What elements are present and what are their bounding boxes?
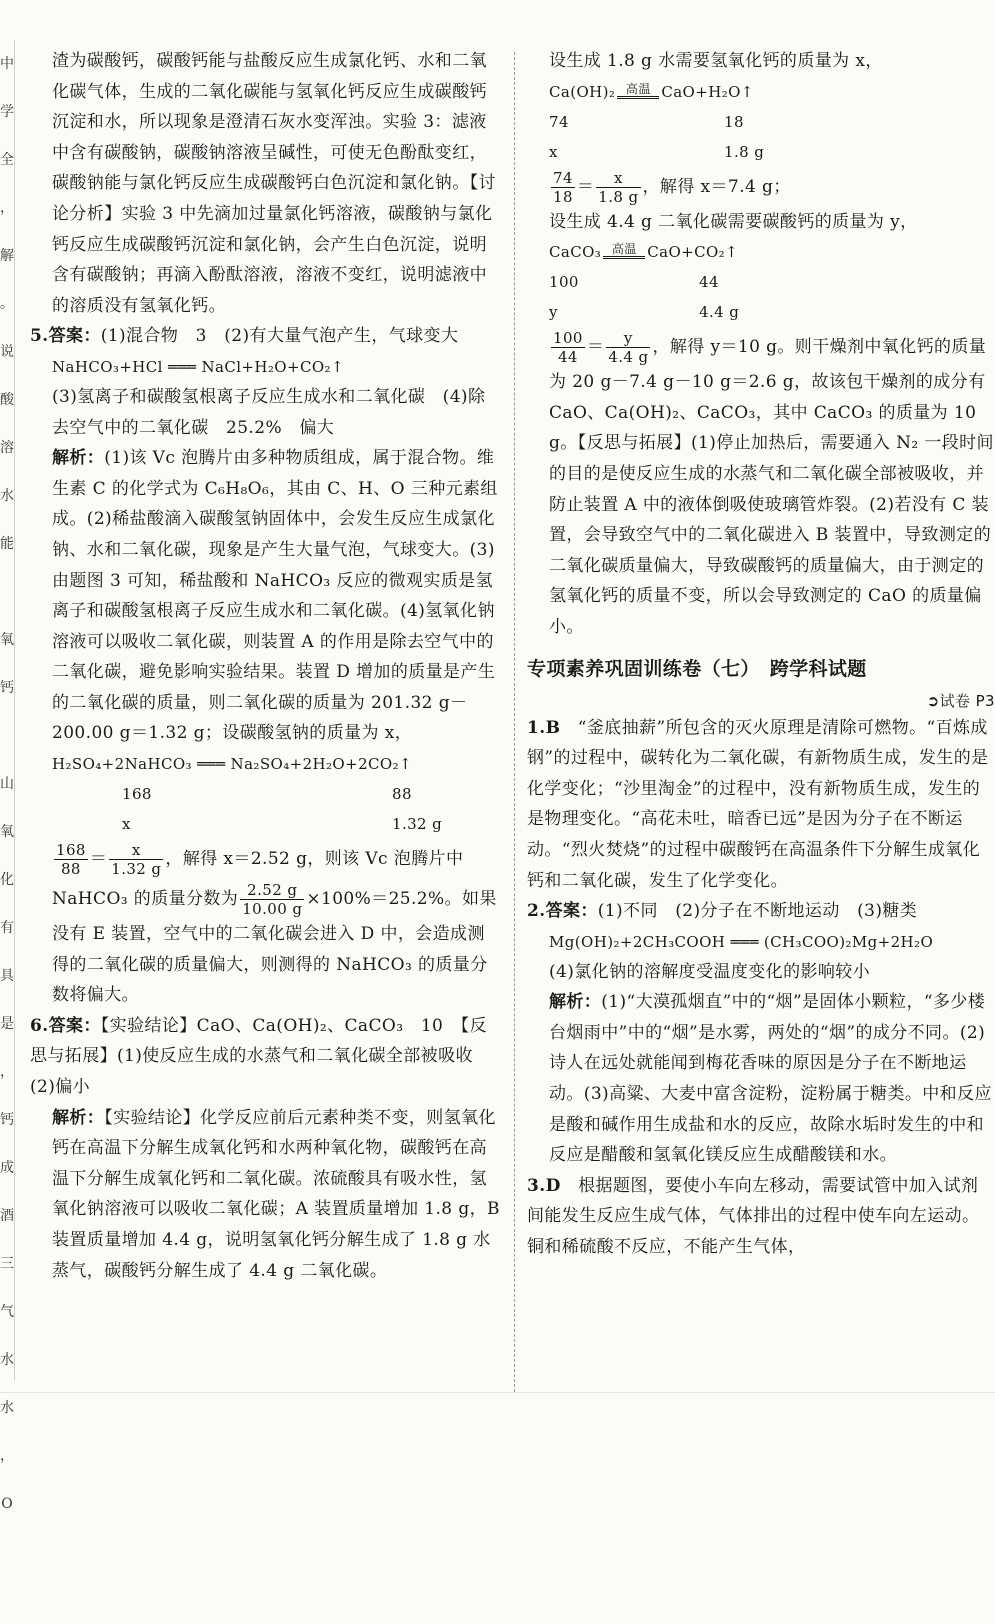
q1-number: 1.: [527, 717, 546, 738]
denominator: 44: [557, 348, 578, 367]
denominator: 18: [553, 187, 573, 206]
fraction: [240, 881, 304, 918]
edge-char: 钙: [0, 680, 14, 696]
ratio-value: 18: [724, 112, 744, 131]
ratio-row-1: [527, 107, 995, 137]
left-column: [30, 46, 502, 1411]
left-edge-strip: [0, 40, 15, 1512]
reactant: CaCO₃: [549, 243, 602, 262]
edge-char: 水: [0, 1400, 14, 1416]
edge-char: 有: [0, 920, 14, 936]
edge-char: [0, 1528, 14, 1576]
ratio-value: y: [549, 303, 558, 322]
fraction: [551, 329, 585, 366]
numerator: 100: [553, 329, 583, 348]
numerator: 168: [56, 841, 86, 860]
condition-text: 高温: [625, 81, 651, 96]
q6-answer-text: 【实验结论】CaO、Ca(OH)₂、CaCO₃ 10 【反思与拓展】(1)使反应生成的水蒸气和二氧化碳全部被吸收 (2)偏小: [30, 1015, 491, 1098]
fraction: [606, 329, 650, 366]
edge-char: O: [1, 1496, 13, 1512]
q6-answer-label: 答案：: [48, 1015, 101, 1036]
products: CaO+CO₂↑: [647, 243, 739, 262]
equals-bar: [617, 96, 659, 103]
edge-char: 成: [0, 1160, 14, 1176]
equals-sign: ＝: [89, 849, 108, 870]
edge-char: 中: [0, 56, 14, 72]
q2-number: 2.: [527, 901, 546, 922]
edge-char: [0, 1576, 14, 1624]
q5-percentage: [30, 879, 502, 919]
ratio-row-3: [527, 267, 995, 297]
q5-number: 5.: [30, 326, 49, 347]
edge-char: 氧: [0, 632, 14, 648]
q6-analysis-text: 【实验结论】化学反应前后元素种类不变，则氢氧化钙在高温下分解生成氧化钙和水两种氧化物，碳酸钙在高温下分解生成氧化钙和二氧化碳。浓硫酸具有吸水性，氢氧化钠溶液可以吸收二氧化碳；A 装置质量增加 1.8 g，B 装置质量增加 4.4 g，说明氢氧化钙分解生成了 1.8 g 水蒸气，碳酸钙分解生成了 4.4 g 二氧化碳。: [52, 1107, 500, 1281]
condition-text: 高温: [611, 242, 637, 257]
edge-char: 三: [0, 1256, 14, 1272]
q5-ratio-row-1: [30, 779, 502, 809]
edge-char: [0, 712, 14, 760]
r-q1: [527, 713, 995, 897]
ratio-row-2: [527, 137, 995, 167]
solve-text: ，解得 x＝7.4 g；: [642, 176, 791, 197]
ratio-value: 74: [549, 112, 569, 131]
q3-answer: D: [545, 1175, 561, 1196]
fraction: [109, 841, 163, 878]
numerator: y: [606, 329, 650, 348]
edge-char: 是: [0, 1016, 14, 1032]
edge-char: 水: [0, 1352, 14, 1368]
q5-equation-2: H₂SO₄+2NaHCO₃ ═══ Na₂SO₄+2H₂O+2CO₂↑: [52, 755, 412, 774]
ratio-row-4: [527, 297, 995, 327]
ratio-value: 168: [122, 785, 152, 804]
heat-condition: [615, 83, 661, 103]
column-divider: [514, 52, 515, 1392]
edge-char: 全: [0, 152, 14, 168]
q5-proportion: [30, 839, 502, 879]
q5-analysis-label: 解析：: [52, 448, 105, 469]
denominator: 1.8 g: [598, 187, 639, 206]
q1-text: “釜底抽薪”所包含的灭火原理是清除可燃物。“百炼成钢”的过程中，碳转化为二氧化碳，有新物质生成，发生的是化学变化；“沙里淘金”的过程中，没有新物质生成，发生的是物理变化。“高花未吐，暗香已远”是因为分子在不断运动。“烈火焚烧”的过程中碳酸钙在高温条件下分解生成氧化钙和二氧化碳，发生了化学变化。: [527, 717, 989, 891]
edge-char: 解: [0, 248, 14, 264]
q2-equation: Mg(OH)₂+2CH₃COOH ═══ (CH₃COO)₂Mg+2H₂O: [549, 932, 934, 951]
q2-analysis-label: 解析：: [549, 992, 602, 1013]
equation-caco3: [527, 237, 995, 267]
edge-char: 化: [0, 872, 14, 888]
q1-answer: B: [545, 717, 561, 738]
r-q2: [527, 896, 995, 927]
fraction: [551, 169, 575, 206]
q5-answer: [30, 321, 502, 352]
q6-analysis: [30, 1103, 502, 1287]
denominator: 4.4 g: [608, 348, 649, 367]
equals-sign: ＝: [576, 176, 595, 197]
section-title: 专项素养巩固训练卷（七） 跨学科试题: [527, 657, 867, 680]
edge-char: 说: [0, 344, 14, 360]
q5-analysis: [30, 443, 502, 749]
edge-char: 溶: [0, 440, 14, 456]
ratio-value: x: [549, 142, 558, 161]
q3-number: 3.: [527, 1175, 546, 1196]
heat-condition: [601, 243, 647, 263]
edge-char: 水: [0, 488, 14, 504]
numerator: 2.52 g: [240, 881, 304, 900]
ratio-value: 1.8 g: [724, 142, 765, 161]
edge-char: 。: [0, 296, 14, 312]
numerator: x: [596, 169, 640, 188]
edge-char: 能: [0, 536, 14, 552]
q5-analysis-text-a: (1)该 Vc 泡腾片由多种物质组成，属于混合物。维生素 C 的化学式为 C₆H₈O₆，其由 C、H、O 三种元素组成。(2)稀盐酸滴入碳酸氢钠固体中，会发生反应生成氯化钠、水和二氧化碳，现象是产生大量气泡，气球变大。(3)由题图 3 可知，稀盐酸和 NaHCO₃ 反应的微观实质是氢离子和碳酸氢根离子反应生成水和二氧化碳。(4)氢氧化钠溶液可以吸收二氧化碳，则装置 A 的作用是除去空气中的二氧化碳，避免影响实验结果。装置 D 增加的质量是产生的二氧化碳的质量，则二氧化碳的质量为 201.32 g－200.00 g＝1.32 g；设碳酸氢钠的质量为 x，: [52, 448, 498, 744]
denominator: 88: [60, 860, 81, 879]
q2-analysis-text: (1)“大漠孤烟直”中的“烟”是固体小颗粒，“多少楼台烟雨中”中的“烟”是水雾，两处的“烟”的成分不同。(2)诗人在远处就能闻到梅花香味的原因是分子在不断地运动。(3)高粱、大麦中富含淀粉，淀粉属于糖类。中和反应是酸和碱作用生成盐和水的反应，故除水垢时发生的中和反应是醋酸和氢氧化镁反应生成醋酸镁和水。: [549, 992, 992, 1166]
equation-caoh2: [527, 77, 995, 107]
edge-char: 酸: [0, 392, 14, 408]
ratio-value: 4.4 g: [699, 303, 740, 322]
fraction: [54, 841, 88, 878]
pct-prefix: NaHCO₃ 的质量分数为: [52, 889, 239, 910]
edge-char: 山: [0, 776, 14, 792]
edge-char: 氧: [0, 824, 14, 840]
edge-char: 学: [0, 104, 14, 120]
q2-answer-label: 答案：: [545, 901, 598, 922]
denominator: 1.32 g: [111, 860, 162, 879]
q5-ratio-row-2: [30, 809, 502, 839]
pct-suffix: ×100%＝25.2%。如果: [306, 889, 497, 910]
q2-answer-2: (4)氯化钠的溶解度受温度变化的影响较小: [549, 961, 871, 982]
edge-char: 酒: [0, 1208, 14, 1224]
q2-analysis: [527, 987, 995, 1171]
page-reference: ➲试卷 P3: [926, 691, 995, 710]
fraction: [596, 169, 640, 206]
q5-answer-label: 答案：: [48, 326, 101, 347]
q5-answer-text-b: (3)氢离子和碳酸氢根离子反应生成水和二氧化碳 (4)除去空气中的二氧化碳 25.2% 偏大: [52, 386, 486, 438]
proportion-2: [527, 327, 995, 367]
calc-setup-2: 设生成 4.4 g 二氧化碳需要碳酸钙的质量为 y，: [549, 211, 918, 232]
denominator: 10.00 g: [242, 900, 303, 919]
q6-number: 6.: [30, 1015, 49, 1036]
q6-answer: [30, 1011, 502, 1103]
solve-text: ，解得 x＝2.52 g，则该 Vc 泡腾片中: [165, 849, 464, 870]
equals-sign: ＝: [586, 337, 605, 358]
proportion-1: [527, 167, 995, 207]
r-q3: [527, 1171, 995, 1263]
ratio-value: 1.32 g: [392, 815, 443, 834]
bottom-rule: [0, 1392, 995, 1393]
edge-char: 气: [0, 1304, 14, 1320]
calc-setup-1: 设生成 1.8 g 水需要氢氧化钙的质量为 x，: [549, 51, 883, 71]
intro-paragraph: 渣为碳酸钙，碳酸钙能与盐酸反应生成氯化钙、水和二氧化碳气体，生成的二氧化碳能与氢氧化钙反应生成碳酸钙沉淀和水，所以现象是澄清石灰水变浑浊。实验 3：滤液中含有碳酸钠，碳酸钠溶液呈碱性，可使无色酚酞变红，碳酸钠能与氯化钙反应生成碳酸钙白色沉淀和氯化钠。【讨论分析】实验 3 中先滴加过量氯化钙溶液，碳酸钠与氯化钙反应生成碳酸钙沉淀和氯化钠，会产生白色沉淀，说明含有碳酸钠；再滴入酚酞溶液，溶液不变红，说明滤液中的溶质没有氢氧化钙。: [52, 51, 496, 316]
right-column: [527, 46, 995, 1411]
calc-continuation: 为 20 g－7.4 g－10 g＝2.6 g，故该包干燥剂的成分有 CaO、Ca(OH)₂、CaCO₃，其中 CaCO₃ 的质量为 10 g。【反思与拓展】(1)停止加热后，需要通入 N₂ 一段时间的目的是使反应生成的水蒸气和二氧化碳全部被吸收，并防止装置 A 中的液体倒吸使玻璃管炸裂。(2)若没有 C 装置，会导致空气中的二氧化碳进入 B 装置中，导致测定的二氧化碳质量偏大，导致碳酸钙的质量偏大，由于测定的氢氧化钙的质量不变，所以会导致测定的 CaO 的质量偏小。: [549, 372, 994, 637]
q2-answer: (1)不同 (2)分子在不断地运动 (3)糖类: [597, 901, 918, 922]
edge-char: [0, 568, 14, 616]
q6-analysis-label: 解析：: [52, 1107, 105, 1128]
edge-char: 具: [0, 968, 14, 984]
ratio-value: x: [122, 815, 131, 834]
edge-char: ，: [0, 1064, 14, 1080]
edge-char: 钙: [0, 1112, 14, 1128]
numerator: 74: [553, 168, 573, 187]
ratio-value: 44: [699, 273, 719, 292]
q5-analysis-text-b: 没有 E 装置，空气中的二氧化碳会进入 D 中，会造成测得的二氧化碳的质量偏大，则测得的 NaHCO₃ 的质量分数将偏大。: [52, 924, 488, 1006]
q3-text: 根据题图，要使小车向左移动，需要试管中加入试剂间能发生反应生成气体，气体排出的过程中使车向左运动。铜和稀硫酸不反应，不能产生气体，: [527, 1175, 980, 1258]
q5-answer-text-a: (1)混合物 3 (2)有大量气泡产生，气球变大: [100, 326, 459, 347]
q5-answer-equation: NaHCO₃+HCl ═══ NaCl+H₂O+CO₂↑: [52, 357, 344, 376]
equals-bar: [603, 256, 645, 263]
reactant: Ca(OH)₂: [549, 82, 616, 101]
solve-text: ，解得 y＝10 g。则干燥剂中氧化钙的质量: [652, 337, 987, 358]
products: CaO+H₂O↑: [661, 82, 754, 101]
edge-char: ，: [0, 200, 14, 216]
numerator: x: [109, 841, 163, 860]
ratio-value: 88: [392, 785, 412, 804]
edge-char: ，: [0, 1448, 14, 1464]
ratio-value: 100: [549, 273, 579, 292]
